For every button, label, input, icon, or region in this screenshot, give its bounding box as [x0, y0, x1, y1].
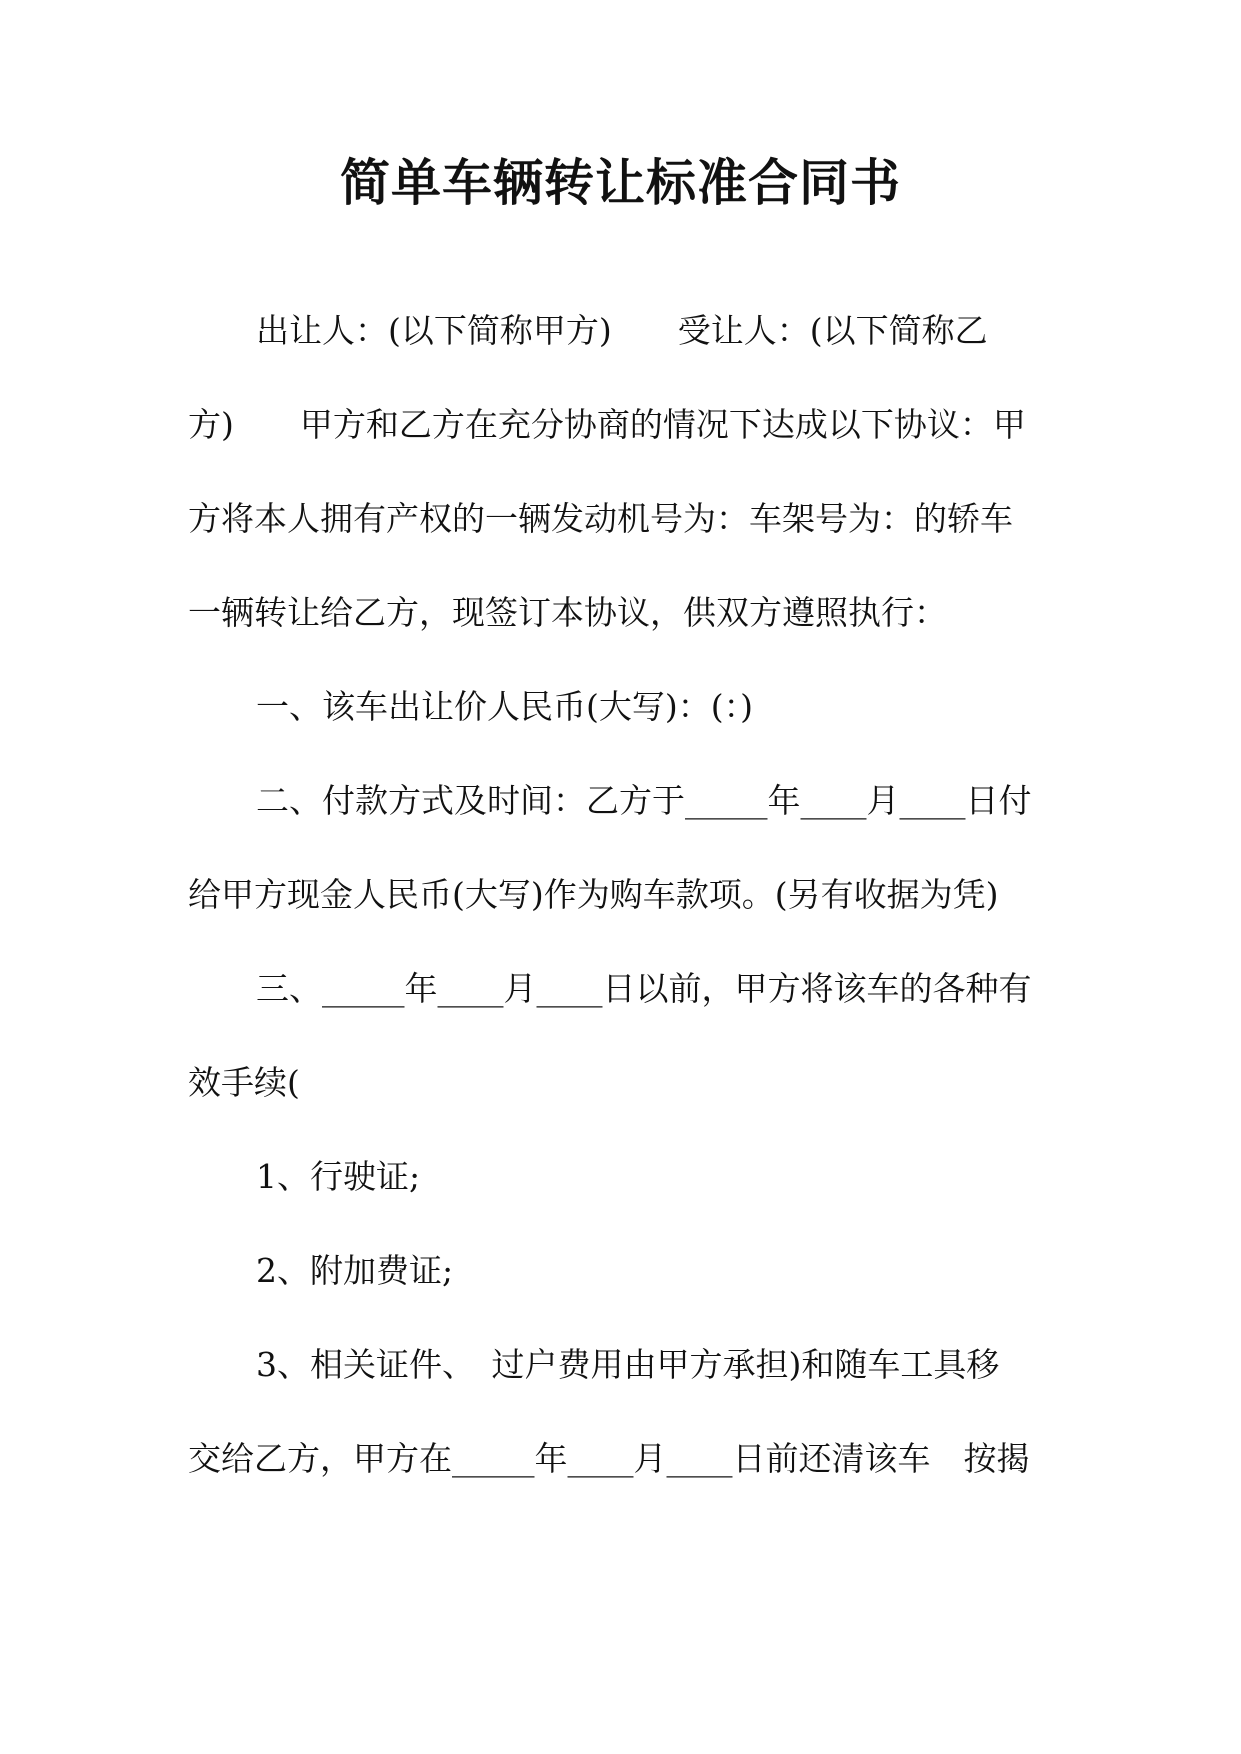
- list-item-fee-certificate: 2、附加费证;: [256, 1251, 454, 1290]
- paragraph-line: 一辆转让给乙方，现签订本协议，供双方遵照执行：: [188, 593, 947, 632]
- paragraph-line: 出让人：(以下简称甲方) 受让人：(以下简称乙: [256, 311, 988, 350]
- document-title: 简单车辆转让标准合同书: [340, 153, 901, 212]
- paragraph-line: 效手续(: [188, 1063, 300, 1102]
- paragraph-line: 方) 甲方和乙方在充分协商的情况下达成以下协议：甲: [188, 405, 1026, 444]
- list-item-license: 1、行驶证;: [256, 1157, 421, 1196]
- list-item-documents: 3、相关证件、 过户费用由甲方承担)和随车工具移: [256, 1345, 1000, 1384]
- clause-two: 二、付款方式及时间：乙方于_____年____月____日付: [256, 781, 1032, 820]
- paragraph-line: 给甲方现金人民币(大写)作为购车款项。(另有收据为凭): [188, 875, 999, 914]
- clause-three: 三、_____年____月____日以前，甲方将该车的各种有: [256, 969, 1032, 1008]
- clause-one: 一、该车出让价人民币(大写)：(：): [256, 687, 753, 726]
- paragraph-line: 方将本人拥有产权的一辆发动机号为：车架号为：的轿车: [188, 499, 1013, 538]
- paragraph-line: 交给乙方，甲方在_____年____月____日前还清该车 按揭: [188, 1439, 1030, 1478]
